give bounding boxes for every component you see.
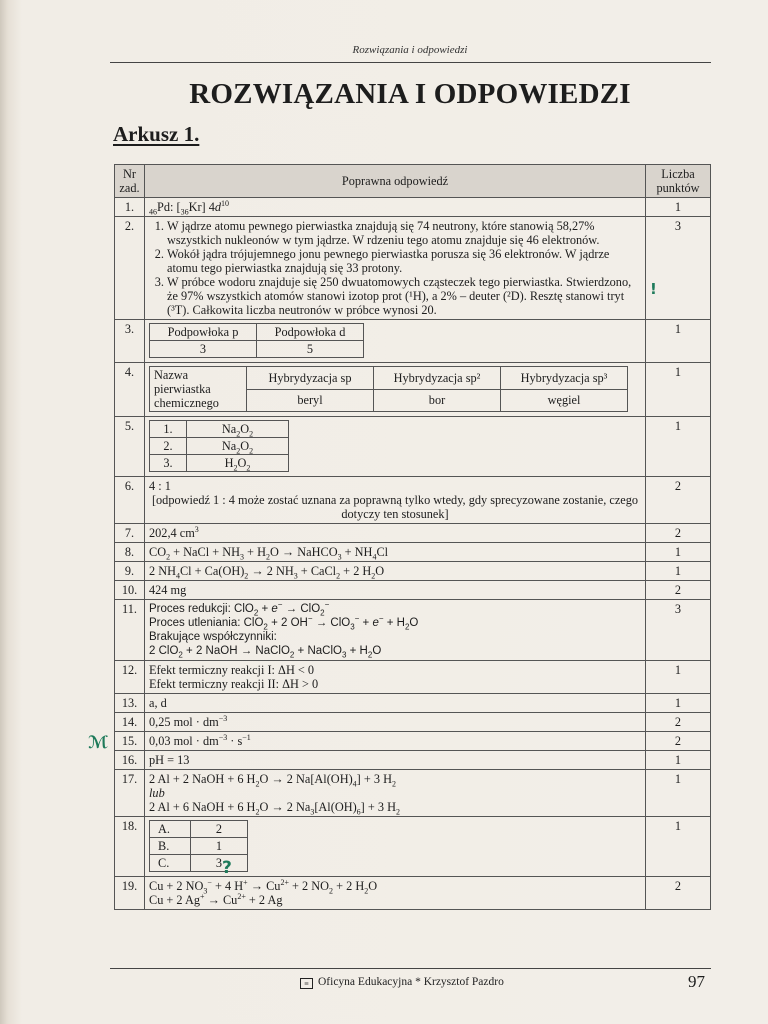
answer-cell <box>145 320 646 363</box>
points-header: Liczba punktów <box>646 165 711 198</box>
answer-header: Poprawna odpowiedź <box>145 165 646 198</box>
answer-cell: 0,03 mol · $dm^{-3} \cdot s^{-1}$ <box>145 732 646 751</box>
answer-cell: Efekt termiczny reakcji I: ΔH < 0 Efekt termiczny reakcji II: ΔH > 0 <box>145 661 646 694</box>
hybridization-table: Nazwa pierwiastka chemicznego Hybrydyzacja sp Hybrydyzacja sp² Hybrydyzacja sp³ beryl bor węgiel <box>149 366 628 412</box>
publisher-logo-icon: ≡ <box>300 978 313 989</box>
table-row: 17. 2 Al + 2 NaOH + 6 $H_2O \to 2$ $Na[Al(OH)_4] + 3$ $H_2$ lub 2 Al + 6 NaOH + 6 $H_2O \to 2$ $Na_3[Al(OH)_6] + 3$ $H_2$ 1 <box>115 770 711 817</box>
header-rule <box>110 62 711 63</box>
table-row: 19. Cu + 2 $NO_3^- + 4$ $H^+ \to Cu^{2+} + 2$ $NO_2 + 2$ $H_2O$ Cu + 2 $Ag^+ \to Cu^{2+} + 2$ Ag 2 <box>115 877 711 910</box>
table-row: 14. 0,25 mol · $dm^{-3}$ 2 <box>115 713 711 732</box>
table-row: 6. 4 : 1 [odpowiedź 1 : 4 może zostać uznana za poprawną tylko wtedy, gdy sprecyzowane zostanie, czego dotyczy ten stosunek] 2 <box>115 477 711 524</box>
answer-cell: 1. W jądrze atomu pewnego pierwiastka znajdują się 74 neutrony, które stanowią 58,27% wszystkich nukleonów w tym jądrze. W rdzeniu tego atomu znajduje się 46 elektronów. 2. Wokół jądra trójujemnego jonu pewnego pierwiastka porusza się 36 elektronów. W jądrze atomu tego pierwiastka znajdują się 33 protony. 3. W próbce wodoru znajduje się 250 dwuatomowych cząsteczek tego pierwiastka. Stwierdzono, że 97% wszystkich atomów stanowi izotop prot (¹H), a 2% – deuter (²D). Resztę stanowi tryt (³T). Całkowita liczba neutronów w próbce wynosi 20. <box>145 217 646 320</box>
answer-cell: Cu + 2 $NO_3^- + 4$ $H^+ \to Cu^{2+} + 2$ $NO_2 + 2$ $H_2O$ Cu + 2 $Ag^+ \to Cu^{2+} + 2$ Ag <box>145 877 646 910</box>
handwritten-mark-18: ? <box>222 858 232 878</box>
answer-cell: $_{46}$Pd: $[_{36}Kr]$ $4d^{10}$ <box>145 198 646 217</box>
table-row: 16. pH = 13 1 <box>115 751 711 770</box>
answer-cell <box>145 817 646 877</box>
table-row: 13. a, d 1 <box>115 694 711 713</box>
answer-cell: 2 Al + 2 NaOH + 6 $H_2O \to 2$ $Na[Al(OH)_4] + 3$ $H_2$ lub 2 Al + 6 NaOH + 6 $H_2O \to 2$ $Na_3[Al(OH)_6] + 3$ $H_2$ <box>145 770 646 817</box>
table-row: 15. 0,03 mol · $dm^{-3} \cdot s^{-1}$ 2 <box>115 732 711 751</box>
answer-cell: a, d <box>145 694 646 713</box>
publisher-footer: ≡ Oficyna Edukacyjna * Krzysztof Pazdro <box>300 976 504 989</box>
table-row: 4. Nazwa pierwiastka chemicznego Hybrydyzacja sp Hybrydyzacja sp² Hybrydyzacja sp³ beryl bor węgiel 1 <box>115 363 711 417</box>
handwritten-mark-2: ! <box>650 280 657 298</box>
peroxide-table: 1. $Na_2O_2$ 2. $Na_2O_2$ 3. $H_2O_2$ <box>149 420 289 472</box>
handwritten-mark-14: ℳ <box>88 733 109 753</box>
table-row: 12. Efekt termiczny reakcji I: ΔH < 0 Efekt termiczny reakcji II: ΔH > 0 1 <box>115 661 711 694</box>
answer-cell: 202,4 $cm^3$ <box>145 524 646 543</box>
table-row: 7. 202,4 $cm^3$ 2 <box>115 524 711 543</box>
table-row: 1. $_{46}$Pd: $[_{36}Kr]$ $4d^{10}$ 1 <box>115 198 711 217</box>
answer-cell: 4 : 1 [odpowiedź 1 : 4 może zostać uznana za poprawną tylko wtedy, gdy sprecyzowane zostanie, czego dotyczy ten stosunek] <box>145 477 646 524</box>
sheet-heading: Arkusz 1. <box>113 122 200 146</box>
answer-cell: $CO_2$ + NaCl + $NH_3 + H_2O$ → NaHCO$_3$ + $NH_4Cl$ <box>145 543 646 562</box>
table-row: 2. 1. W jądrze atomu pewnego pierwiastka znajdują się 74 neutrony, które stanowią 58,27% wszystkich nukleonów w tym jądrze. W rdzeniu tego atomu znajduje się 46 elektronów. 2. Wokół jądra trójujemnego jonu pewnego pierwiastka porusza się 36 elektronów. W jądrze atomu tego pierwiastka znajdują się 33 protony. 3. W próbce wodoru znajduje się 250 dwuatomowych cząsteczek tego pierwiastka. Stwierdzono, że 97% wszystkich atomów stanowi izotop prot (¹H), a 2% – deuter (²D). Resztę stanowi tryt (³T). Całkowita liczba neutronów w próbce wynosi 20. 3 <box>115 217 711 320</box>
subshell-table: Podpowłoka p Podpowłoka d 3 5 <box>149 323 364 358</box>
table-row: 5. 1. $Na_2O_2$ 2. $Na_2O_2$ 3. $H_2O_2$ 1 <box>115 417 711 477</box>
footer-rule <box>110 968 711 969</box>
answer-cell: Proces redukcji: ClO$_2$ + e− → ClO$_2$− Proces utleniania: ClO$_2$ + 2 $OH^- \to ClO_3^- + e^- + H_2O$ Brakujące współczynniki: 2 ClO$_2$ + 2 NaOH → NaClO$_2$ + NaClO$_3$ + $H_2O$ <box>145 600 646 661</box>
answer-cell: pH = 13 <box>145 751 646 770</box>
page-number: 97 <box>688 972 705 991</box>
answer-cell <box>145 363 646 417</box>
page-title: ROZWIĄZANIA I ODPOWIEDZI <box>189 78 631 110</box>
nr-header: Nr zad. <box>115 165 145 198</box>
table-row: 18. A. 2 B. 1 C. 3 1 <box>115 817 711 877</box>
table-row: 3. Podpowłoka p Podpowłoka d 3 5 1 <box>115 320 711 363</box>
table-row: 9. 2 $NH_4Cl + Ca(OH)_2 \to 2$ $NH_3$ + CaCl$_2$ + 2 $H_2O$ 1 <box>115 562 711 581</box>
running-header: Rozwiązania i odpowiedzi <box>352 44 468 56</box>
table-header-row <box>115 165 711 198</box>
answer-cell <box>145 417 646 477</box>
answer-cell: 424 mg <box>145 581 646 600</box>
matching-table: A. 2 B. 1 C. 3 <box>149 820 248 872</box>
table-row: 11. Proces redukcji: ClO$_2$ + e− → ClO$_2$− Proces utleniania: ClO$_2$ + 2 $OH^- \to ClO_3^- + e^- + H_2O$ Brakujące współczynniki: 2 ClO$_2$ + 2 NaOH → NaClO$_2$ + NaClO$_3$ + $H_2O$ 3 <box>115 600 711 661</box>
answer-cell: 2 $NH_4Cl + Ca(OH)_2 \to 2$ $NH_3$ + CaCl$_2$ + 2 $H_2O$ <box>145 562 646 581</box>
answers-table <box>114 164 711 910</box>
answer-cell: 0,25 mol · $dm^{-3}$ <box>145 713 646 732</box>
table-row: 8. $CO_2$ + NaCl + $NH_3 + H_2O$ → NaHCO$_3$ + $NH_4Cl$ 1 <box>115 543 711 562</box>
table-row: 10. 424 mg 2 <box>115 581 711 600</box>
